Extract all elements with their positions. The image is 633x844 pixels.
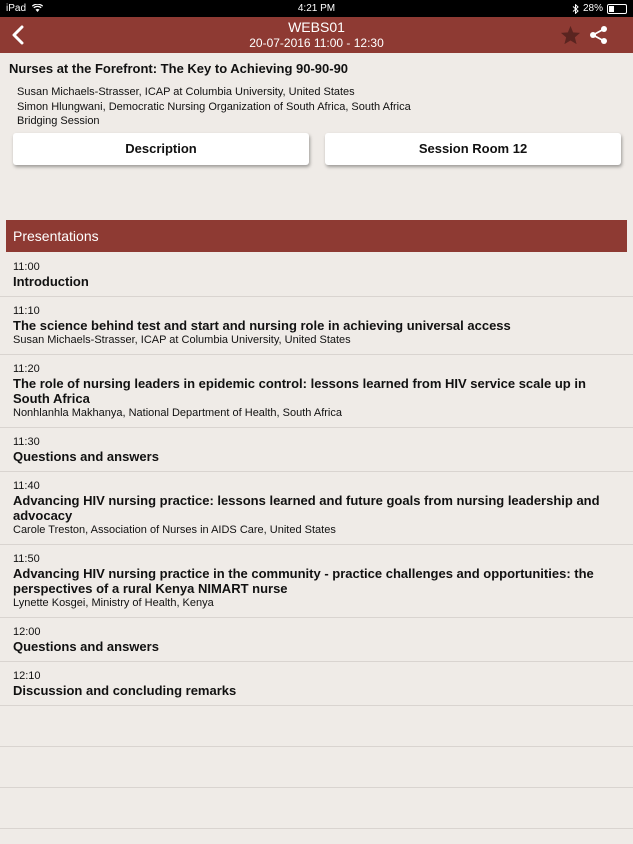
presentation-speaker: Nonhlanhla Makhanya, National Department of Health, South Africa <box>13 407 342 419</box>
presentation-time: 11:50 <box>13 553 40 565</box>
device-name: iPad <box>6 3 27 14</box>
presentation-item[interactable] <box>0 297 633 355</box>
session-title: Nurses at the Forefront: The Key to Achieving 90-90-90 <box>9 61 349 76</box>
presentations-list <box>0 253 633 829</box>
presentation-title: Questions and answers <box>13 639 159 654</box>
presentation-time: 12:10 <box>13 670 41 682</box>
presentations-header: Presentations <box>6 220 627 252</box>
presentation-title: Advancing HIV nursing practice in the community - practice challenges and opportunities: the perspectives of a rural Kenya NIMART nurse <box>13 566 594 596</box>
session-room-button[interactable]: Session Room 12 <box>325 133 621 165</box>
star-icon[interactable] <box>560 25 581 45</box>
presentation-time: 11:10 <box>13 305 40 317</box>
presentation-title: Questions and answers <box>13 449 159 464</box>
presentation-item[interactable] <box>0 428 633 472</box>
empty-row <box>0 788 633 829</box>
speaker-line: Simon Hlungwani, Democratic Nursing Organization of South Africa, South Africa <box>17 100 411 113</box>
presentation-speaker: Lynette Kosgei, Ministry of Health, Kenya <box>13 597 214 609</box>
session-type: Bridging Session <box>17 115 100 127</box>
status-right <box>572 3 627 14</box>
presentation-time: 11:20 <box>13 363 40 375</box>
presentation-item[interactable] <box>0 662 633 706</box>
status-time: 4:21 PM <box>297 3 336 14</box>
session-speakers <box>17 85 411 129</box>
nav-bar <box>0 17 633 53</box>
presentation-title: The role of nursing leaders in epidemic control: lessons learned from HIV service scale up in South Africa <box>13 376 586 406</box>
presentation-item[interactable] <box>0 618 633 662</box>
nav-subtitle: 20-07-2016 11:00 - 12:30 <box>249 36 384 50</box>
presentation-item[interactable] <box>0 472 633 545</box>
presentation-time: 11:00 <box>13 261 40 273</box>
presentation-time: 12:00 <box>13 626 41 638</box>
presentation-speaker: Carole Treston, Association of Nurses in AIDS Care, United States <box>13 524 336 536</box>
nav-title: WEBS01 <box>288 19 345 35</box>
empty-row <box>0 706 633 747</box>
presentation-title: The science behind test and start and nursing role in achieving universal access <box>13 318 511 333</box>
empty-row <box>0 747 633 788</box>
presentation-title: Discussion and concluding remarks <box>13 683 237 698</box>
presentation-time: 11:30 <box>13 436 40 448</box>
presentation-item[interactable] <box>0 253 633 297</box>
presentation-title: Advancing HIV nursing practice: lessons learned and future goals from nursing leadership and advocacy <box>13 493 600 523</box>
bluetooth-icon <box>572 4 579 14</box>
battery-icon <box>607 4 627 14</box>
share-icon[interactable] <box>589 25 609 45</box>
presentation-item[interactable] <box>0 355 633 428</box>
presentation-time: 11:40 <box>13 480 40 492</box>
description-button[interactable]: Description <box>13 133 309 165</box>
presentation-item[interactable] <box>0 545 633 618</box>
battery-percent: 28% <box>582 3 603 14</box>
status-bar <box>0 0 633 17</box>
presentation-speaker: Susan Michaels-Strasser, ICAP at Columbia University, United States <box>13 334 351 346</box>
speaker-line: Susan Michaels-Strasser, ICAP at Columbia University, United States <box>17 86 355 98</box>
presentation-title: Introduction <box>13 274 89 289</box>
